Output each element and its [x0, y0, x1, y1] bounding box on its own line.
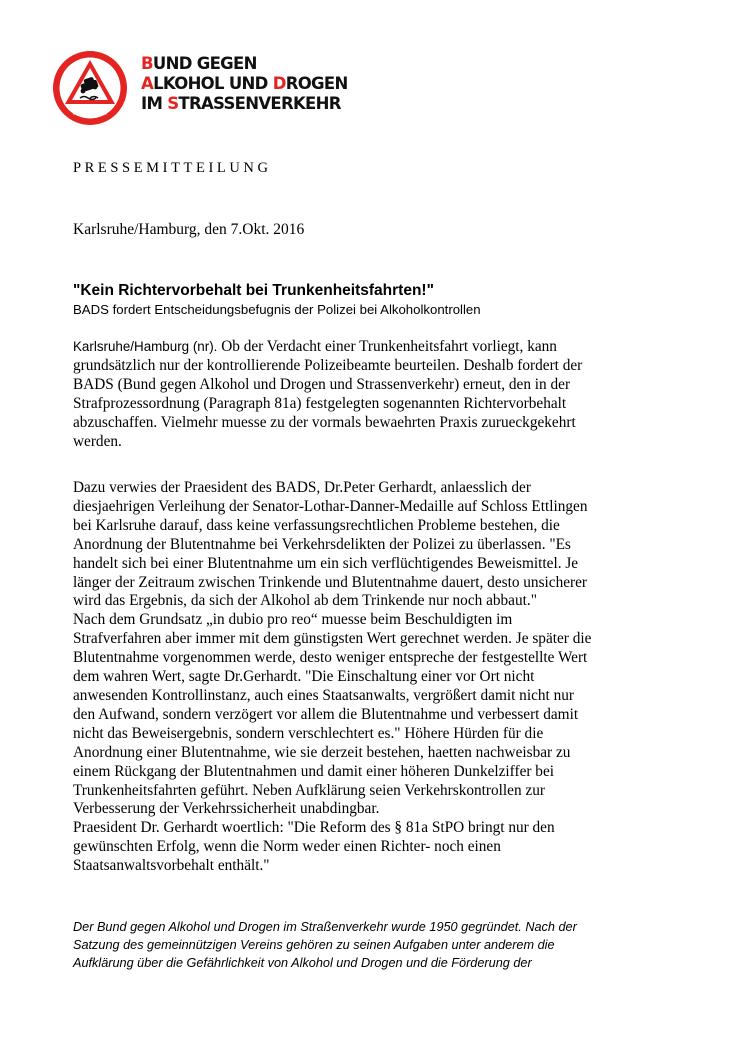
paragraph-line: Strafprozessordnung (Paragraph 81a) festgelegten sogenannten Richtervorbehalt — [73, 394, 567, 412]
document-label: PRESSEMITTEILUNG — [73, 160, 272, 176]
logo-line-3 — [141, 94, 348, 114]
logo-initial: D — [272, 74, 286, 93]
paragraph-line: Staatsanwaltsvorbehalt enthält." — [73, 857, 270, 875]
logo-text: UND GEGEN — [152, 54, 257, 73]
footer-line: Aufklärung über die Gefährlichkeit von Alkohol und Drogen und die Förderung der — [73, 956, 532, 970]
paragraph-line: länger der Zeitraum zwischen Trinkende und Blutentnahme dauert, desto unsicherer — [73, 573, 587, 591]
logo-wordmark — [141, 54, 348, 114]
paragraph-line: abzuschaffen. Vielmehr muesse zu der vormals bewaehrten Praxis zurueckgekehrt — [73, 413, 576, 431]
logo-initial: B — [141, 54, 153, 73]
paragraph-line: dem wahren Wert, sagte Dr.Gerhardt. "Die Einschaltung einer vor Ort nicht — [73, 668, 535, 686]
footer-line: Satzung des gemeinnützigen Vereins gehören zu seinen Aufgaben unter anderem die — [73, 938, 555, 952]
paragraph-line: einem Rückgang der Blutentnahmen und damit einer höheren Dunkelziffer bei — [73, 762, 554, 780]
paragraph-line: nicht das Beweisergebnis, sondern verschlechtert es." Höhere Hürden für die — [73, 724, 544, 742]
footer-note — [73, 918, 577, 972]
footer-line: Der Bund gegen Alkohol und Drogen im Straßenverkehr wurde 1950 gegründet. Nach der — [73, 920, 577, 934]
paragraph-1 — [73, 338, 683, 451]
paragraph-line: werden. — [73, 432, 122, 450]
paragraph-line — [73, 338, 683, 357]
paragraph-line: Anordnung der Blutentnahme bei Verkehrsdelikten der Polizei zu überlassen. "Es — [73, 535, 571, 553]
headline: "Kein Richtervorbehalt bei Trunkenheitsfahrten!" — [73, 282, 434, 299]
logo-line-2 — [141, 74, 348, 94]
paragraph-line: gewünschten Erfolg, wenn die Norm weder einen Richter- noch einen — [73, 838, 501, 856]
logo-line-1 — [141, 54, 348, 74]
paragraph-line: diesjaehrigen Verleihung der Senator-Lothar-Danner-Medaille auf Schloss Ettlingen — [73, 497, 588, 515]
logo-text: IM — [141, 94, 168, 113]
logo-text: LKOHOL UND — [153, 74, 273, 93]
paragraph-line: grundsätzlich nur der kontrollierende Polizeibeamte beurteilen. Deshalb fordert der — [73, 356, 583, 374]
paragraph-line: Blutentnahme vorgenommen werde, desto weniger entspreche der festgestellte Wert — [73, 649, 588, 667]
paragraph-lead: Karlsruhe/Hamburg (nr). — [73, 339, 218, 354]
paragraph-line: bei Karlsruhe darauf, dass keine verfassungsrechtlichen Probleme bestehen, die — [73, 516, 560, 534]
paragraph-line: den Aufwand, sondern verzögert vor allem die Blutentnahme und verbessert damit — [73, 705, 579, 723]
paragraph-line: BADS (Bund gegen Alkohol und Drogen und Strassenverkehr) erneut, den in der — [73, 375, 571, 393]
subheadline: BADS fordert Entscheidungsbefugnis der Polizei bei Alkoholkontrollen — [73, 302, 481, 317]
logo-text: TRASSENVERKEHR — [178, 94, 341, 113]
logo-initial: S — [167, 94, 179, 113]
paragraph-line: Praesident Dr. Gerhardt woertlich: "Die Reform des § 81a StPO bringt nur den — [73, 819, 555, 837]
paragraph-line: handelt sich bei einer Blutentnahme um ein sich verflüchtigendes Beweismittel. Je — [73, 554, 579, 572]
paragraph-line: Nach dem Grundsatz „in dubio pro reo“ muesse beim Beschuldigten im — [73, 611, 513, 629]
emblem-caption: B.A.D.S. — [72, 107, 108, 117]
logo-initial: A — [141, 74, 154, 93]
paragraph-line: Dazu verwies der Praesident des BADS, Dr.Peter Gerhardt, anlaesslich der — [73, 479, 531, 496]
paragraph-line: Strafverfahren aber immer mit dem günstigsten Wert gerechnet werden. Je später die — [73, 630, 592, 648]
logo-text: ROGEN — [285, 74, 348, 93]
paragraph-line: Anordnung einer Blutentnahme, wie sie derzeit bestehen, haetten nachweisbar zu — [73, 743, 571, 761]
paragraph-2 — [73, 479, 683, 876]
paragraph-line: wird das Ergebnis, da sich der Alkohol ab dem Trinkende nur noch abbaut." — [73, 592, 537, 610]
paragraph-text: Ob der Verdacht einer Trunkenheitsfahrt vorliegt, kann — [217, 338, 557, 355]
paragraph-line: Trunkenheitsfahrten geführt. Neben Aufklärung seien Verkehrskontrollen zur — [73, 781, 545, 799]
car-skidding-icon — [50, 48, 130, 128]
dateline: Karlsruhe/Hamburg, den 7.Okt. 2016 — [73, 221, 305, 238]
paragraph-line: anwesenden Kontrollinstanz, auch eines Staatsanwalts, vergrößert damit nicht nur — [73, 686, 574, 704]
bads-logo — [50, 48, 350, 130]
paragraph-line: Verbesserung der Verkehrssicherheit unabdingbar. — [73, 800, 380, 818]
